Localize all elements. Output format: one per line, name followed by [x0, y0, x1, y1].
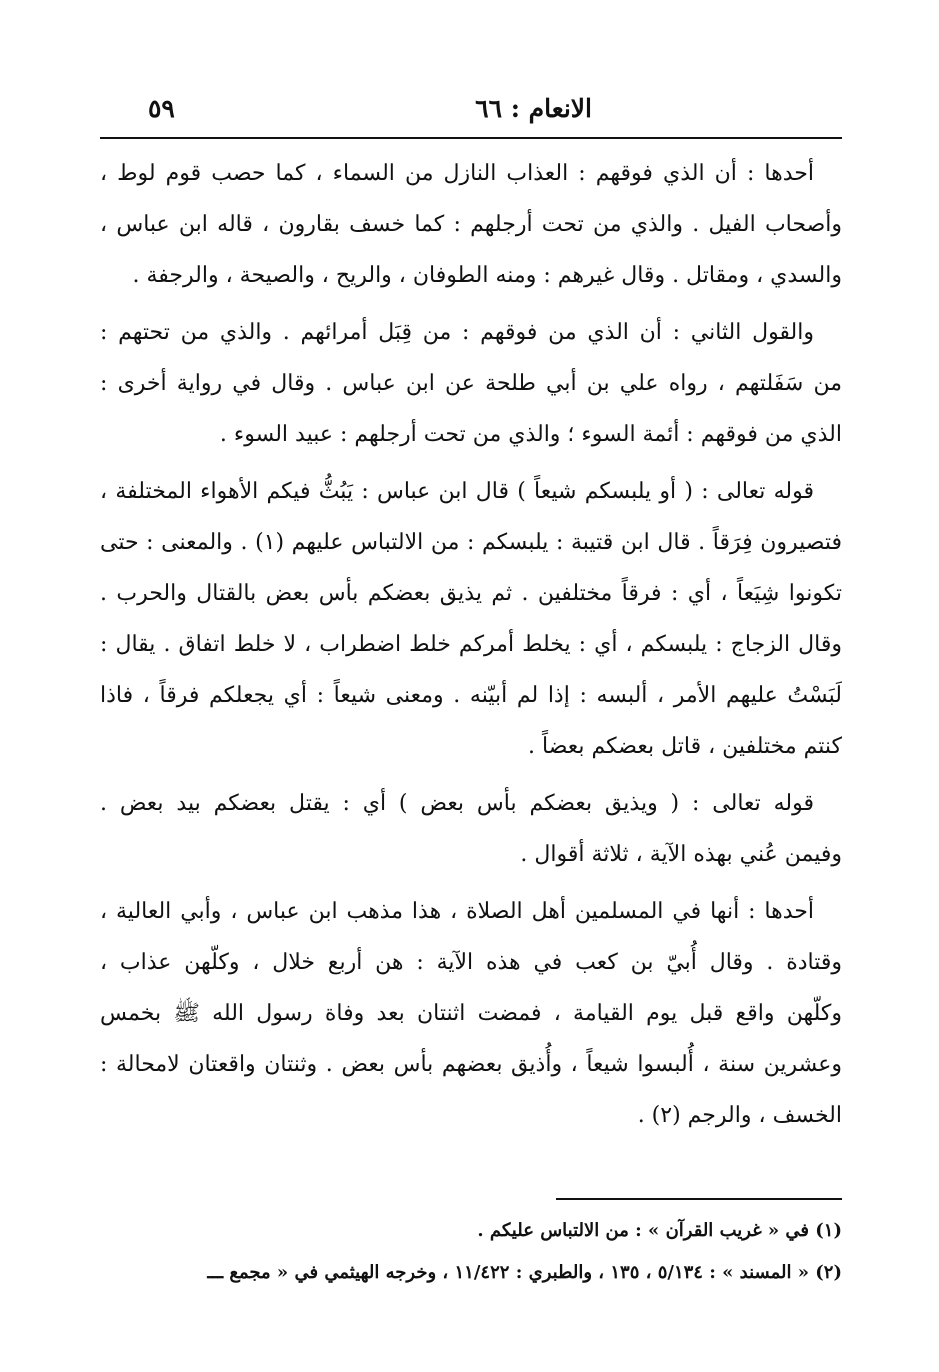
text-line: وعشرين سنة ، أُلبسوا شيعاً ، وأُذيق بعضهم بأس بعض . وثنتان واقعتان لامحالة :	[100, 1052, 842, 1077]
text-line: أحدها : أن الذي فوقهم : العذاب النازل من السماء ، كما حصب قوم لوط ،	[100, 161, 814, 186]
text-line: والسدي ، ومقاتل . وقال غيرهم : ومنه الطوفان ، والريح ، والصيحة ، والرجفة .	[132, 263, 842, 288]
text-line: فتصيرون فِرَقاً . قال ابن قتيبة : يلبسكم : من الالتباس عليهم (١) . والمعنى : حتى	[100, 530, 842, 555]
page-number: ٥٩	[148, 94, 175, 123]
text-line: وفيمن عُني بهذه الآية ، ثلاثة أقوال .	[520, 842, 842, 867]
text-line: وقتادة . وقال أُبيّ بن كعب في هذه الآية : هن أربع خلال ، وكلّهن عذاب ،	[100, 950, 842, 975]
main-text	[100, 148, 842, 1141]
running-title: الانعام : ٦٦	[475, 94, 592, 123]
page-header	[100, 92, 842, 132]
text-line: من سَفَلتهم ، رواه علي بن أبي طلحة عن ابن عباس . وقال في رواية أخرى :	[100, 371, 842, 396]
footnote: (٢) « المسند » : ٥/١٣٤ ، ١٣٥ ، والطبري : ١١/٤٢٢ ، وخرجه الهيثمي في « مجمع ـــ	[207, 1262, 842, 1283]
text-line: الخسف ، والرجم (٢) .	[637, 1103, 842, 1128]
text-line: لَبَسْتُ عليهم الأمر ، ألبسه : إذا لم أبيّنه . ومعنى شيعاً : أي يجعلكم فرقاً ، فاذا	[100, 683, 842, 708]
text-line: الذي من فوقهم : أئمة السوء ؛ والذي من تحت أرجلهم : عبيد السوء .	[219, 422, 842, 447]
text-line: أحدها : أنها في المسلمين أهل الصلاة ، هذا مذهب ابن عباس ، وأبي العالية ،	[100, 899, 814, 924]
text-line: كنتم مختلفين ، قاتل بعضكم بعضاً .	[528, 734, 842, 759]
footnote-divider	[556, 1198, 842, 1200]
text-line: والقول الثاني : أن الذي من فوقهم : من قِبَل أمرائهم . والذي من تحتهم :	[100, 320, 814, 345]
text-line: تكونوا شِيَعاً ، أي : فرقاً مختلفين . ثم يذيق بعضكم بأس بعض بالقتال والحرب .	[100, 581, 842, 606]
footnote: (١) في « غريب القرآن » : من الالتباس عليكم .	[477, 1220, 842, 1241]
text-line: قوله تعالى : ( ويذيق بعضكم بأس بعض ) أي : يقتل بعضكم بيد بعض .	[100, 791, 814, 816]
header-divider	[100, 137, 842, 139]
text-line: وقال الزجاج : يلبسكم ، أي : يخلط أمركم خلط اضطراب ، لا خلط اتفاق . يقال :	[100, 632, 842, 657]
text-line: وكلّهن واقع قبل يوم القيامة ، فمضت اثنتان بعد وفاة رسول الله ﷺ بخمس	[100, 1001, 842, 1026]
text-line: وأصحاب الفيل . والذي من تحت أرجلهم : كما خسف بقارون ، قاله ابن عباس ،	[100, 212, 842, 237]
text-line: قوله تعالى : ( أو يلبسكم شيعاً ) قال ابن عباس : يَبُثُّ فيكم الأهواء المختلفة ،	[100, 479, 814, 504]
footnotes	[82, 1210, 842, 1294]
